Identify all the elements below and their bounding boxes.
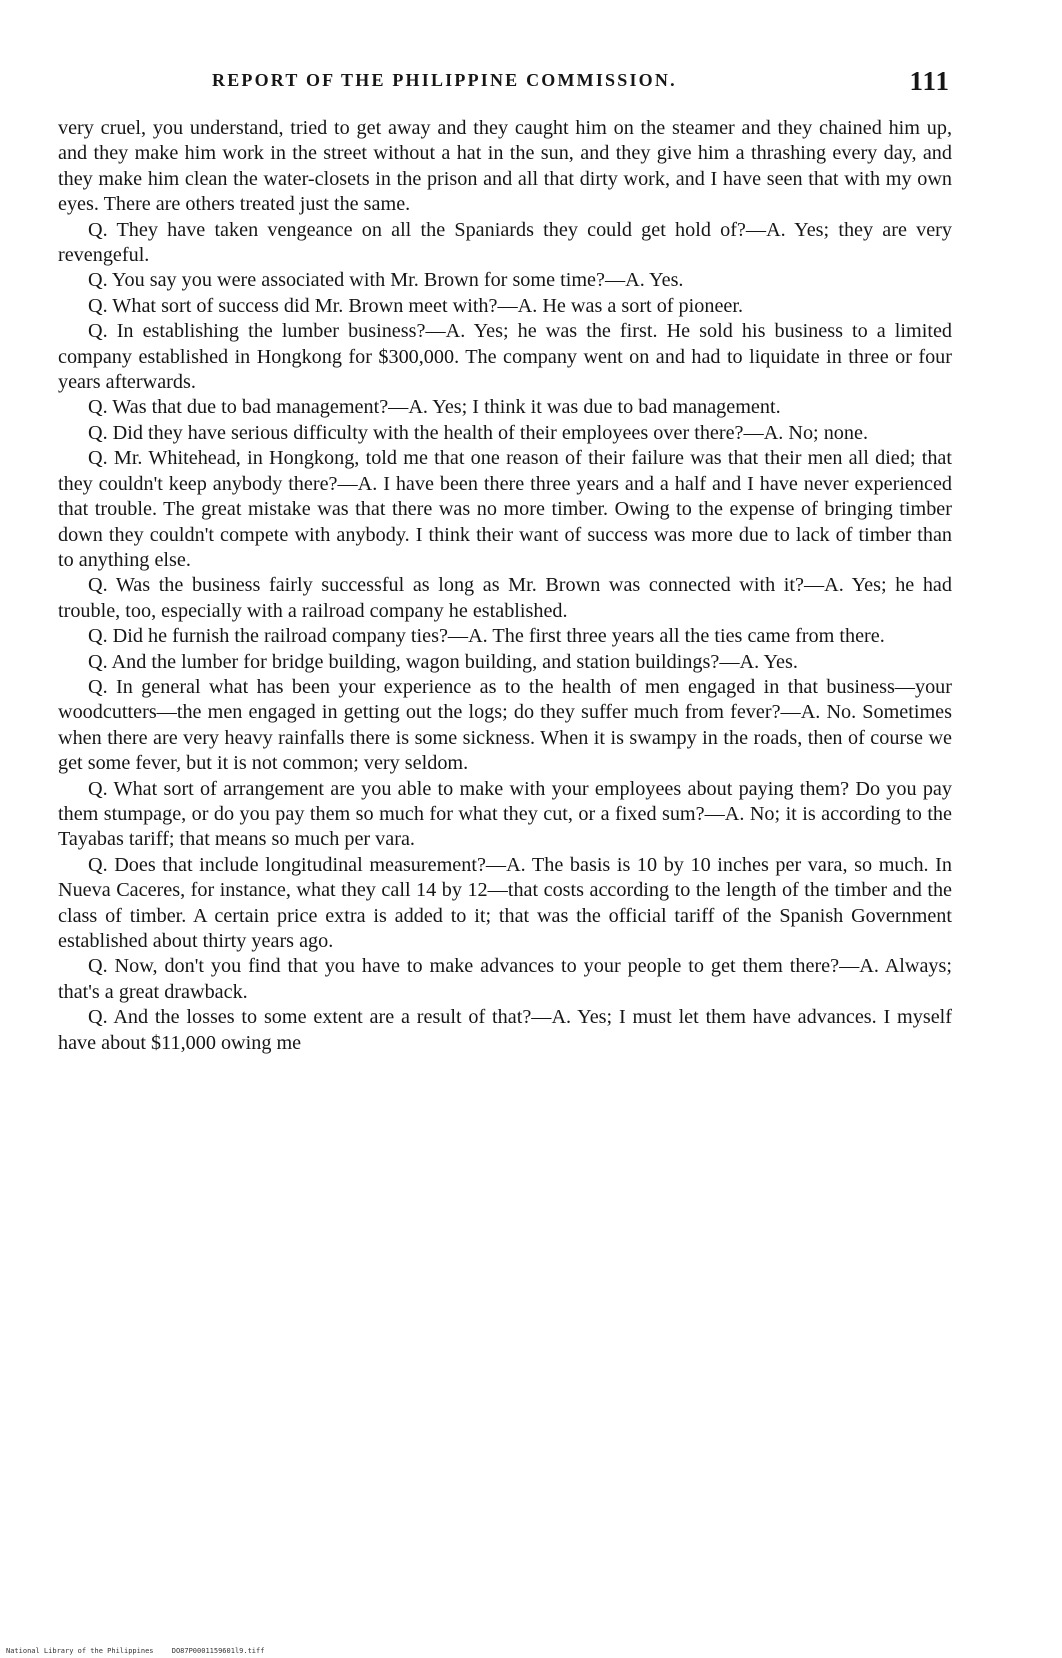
scan-footer (6, 1647, 278, 1655)
page-header (212, 66, 950, 102)
body-text (58, 116, 952, 1056)
paragraph: Q. What sort of arrangement are you able to make with your employees about paying them? Do you pay them stumpage, or do you pay them so much for what they cut, or a fixed sum?—A. No; it is according to the Tayabas tariff; that means so much per vara. (58, 777, 952, 851)
paragraph: Q. Mr. Whitehead, in Hongkong, told me that one reason of their failure was that their men all died; that they couldn't keep anybody there?—A. I have been there three years and a half and I have never experienced that trouble. The great mistake was that there was no more timber. Owing to the expense of bringing timber down they couldn't compete with anybody. I think their want of success was more due to lack of timber than to anything else. (58, 447, 952, 571)
scan-file-id: DO87P0001159601l9.tiff (171, 1647, 265, 1655)
paragraph: Q. In establishing the lumber business?—A. Yes; he was the first. He sold his business to a limited company established in Hongkong for $300,000. The company went on and had to liquidate in three or four years afterwards. (58, 320, 952, 394)
paragraph: Q. And the lumber for bridge building, wagon building, and station buildings?—A. Yes. (88, 650, 798, 673)
paragraph: Q. And the losses to some extent are a result of that?—A. Yes; I must let them have advances. I myself have about $11,000 owing me (58, 1006, 952, 1054)
paragraph: Q. They have taken vengeance on all the Spaniards they could get hold of?—A. Yes; they are very revengeful. (58, 218, 952, 267)
paragraph: Q. Was the business fairly successful as long as Mr. Brown was connected with it?—A. Yes; he had trouble, too, especially with a railroad company he established. (58, 574, 952, 622)
running-title: REPORT OF THE PHILIPPINE COMMISSION. (212, 70, 677, 90)
paragraph: Q. In general what has been your experience as to the health of men engaged in that business—your woodcutters—the men engaged in getting out the logs; do they suffer much from fever?—A. No. Sometimes when there are very heavy rainfalls there is some sickness. When it is swampy in the roads, then of course we get some fever, but it is not common; very seldom. (58, 675, 952, 775)
page-number: 111 (909, 66, 950, 96)
paragraph: Q. What sort of success did Mr. Brown meet with?—A. He was a sort of pioneer. (88, 294, 744, 317)
paragraph: Q. Does that include longitudinal measurement?—A. The basis is 10 by 10 inches per vara, so much. In Nueva Caceres, for instance, what they call 14 by 12—that costs according to the length of the timber and the class of timber. A certain price extra is added to it; that was the official tariff of the Spanish Government established about thirty years ago. (58, 853, 952, 952)
paragraph: Q. Now, don't you find that you have to make advances to your people to get them there?—A. Always; that's a great drawback. (58, 955, 952, 1003)
paragraph: Q. Was that due to bad management?—A. Yes; I think it was due to bad management. (88, 396, 781, 419)
paragraph: Q. You say you were associated with Mr. Brown for some time?—A. Yes. (88, 269, 684, 292)
paragraph: Q. Did they have serious difficulty with the health of their employees over there?—A. No; none. (88, 421, 868, 444)
paragraph: Q. Did he furnish the railroad company ties?—A. The first three years all the ties came from there. (88, 625, 885, 648)
paragraph: very cruel, you understand, tried to get away and they caught him on the steamer and they chained him up, and they make him work in the street without a hat in the sun, and they give him a thrashing every day, and they make him clean the water-closets in the prison and all that dirty work, and I have seen that with my own eyes. There are others treated just the same. (58, 117, 952, 216)
library-credit: National Library of the Philippines (6, 1647, 154, 1655)
